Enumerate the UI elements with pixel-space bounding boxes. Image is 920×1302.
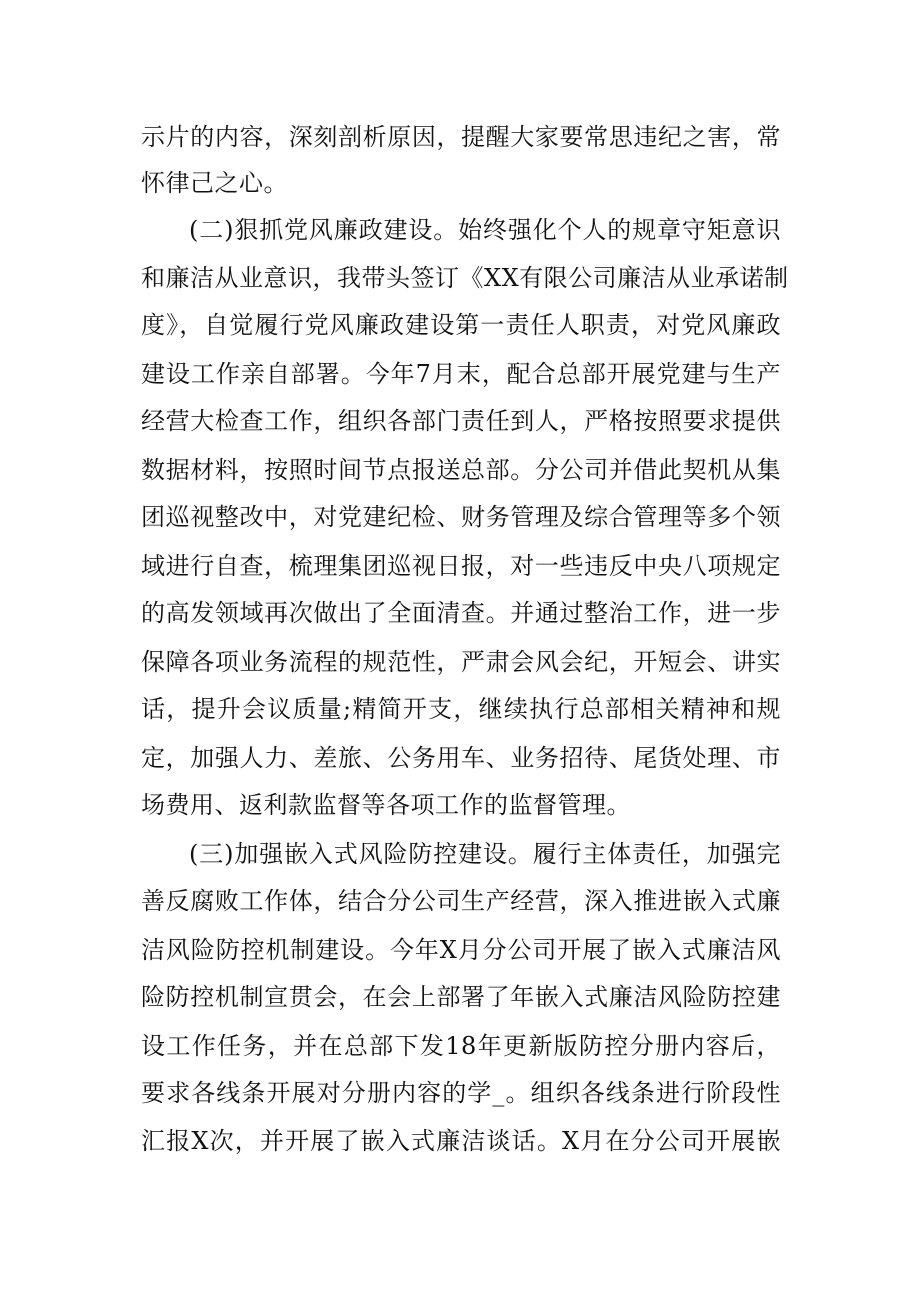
text-line: 保障各项业务流程的规范性，严肃会风会纪，开短会、讲实 [141, 648, 781, 676]
text-line: 设工作任务，并在总部下发18年更新版防控分册内容后， [141, 1032, 781, 1060]
text-line: 洁风险防控机制建设。今年X月分公司开展了嵌入式廉洁风 [141, 936, 781, 964]
text-line: 的高发领域再次做出了全面清查。并通过整治工作，进一步 [141, 599, 781, 627]
paragraph-heading-line: (三)加强嵌入式风险防控建设。履行主体责任，加强完 [189, 840, 781, 868]
text-line: 怀律己之心。 [141, 169, 288, 197]
text-line: 要求各线条开展对分册内容的学_。组织各线条进行阶段性 [141, 1079, 781, 1107]
text-line: 经营大检查工作，组织各部门责任到人，严格按照要求提供 [141, 407, 781, 435]
text-line: 定，加强人力、差旅、公务用车、业务招待、尾货处理、市 [141, 744, 781, 772]
text-line: 度》，自觉履行党风廉政建设第一责任人职责，对党风廉政 [141, 311, 781, 339]
text-line: 话，提升会议质量;精简开支，继续执行总部相关精神和规 [141, 695, 781, 723]
text-line: 和廉洁从业意识，我带头签订《XX有限公司廉洁从业承诺制 [141, 264, 789, 292]
text-line: 汇报X次，并开展了嵌入式廉洁谈话。X月在分公司开展嵌 [141, 1127, 781, 1155]
text-line: 场费用、返利款监督等各项工作的监督管理。 [141, 791, 631, 819]
paragraph-heading-line: (二)狠抓党风廉政建设。始终强化个人的规章守矩意识 [189, 216, 781, 244]
text-line: 团巡视整改中，对党建纪检、财务管理及综合管理等多个领 [141, 503, 781, 531]
text-line: 险防控机制宣贯会，在会上部署了年嵌入式廉洁风险防控建 [141, 983, 781, 1011]
text-line: 建设工作亲自部署。今年7月末，配合总部开展党建与生产 [141, 360, 781, 388]
text-line: 善反腐败工作体，结合分公司生产经营，深入推进嵌入式廉 [141, 887, 781, 915]
text-line: 数据材料，按照时间节点报送总部。分公司并借此契机从集 [141, 456, 781, 484]
text-line: 示片的内容，深刻剖析原因，提醒大家要常思违纪之害，常 [141, 123, 781, 151]
text-line: 域进行自查，梳理集团巡视日报，对一些违反中央八项规定 [141, 552, 781, 580]
